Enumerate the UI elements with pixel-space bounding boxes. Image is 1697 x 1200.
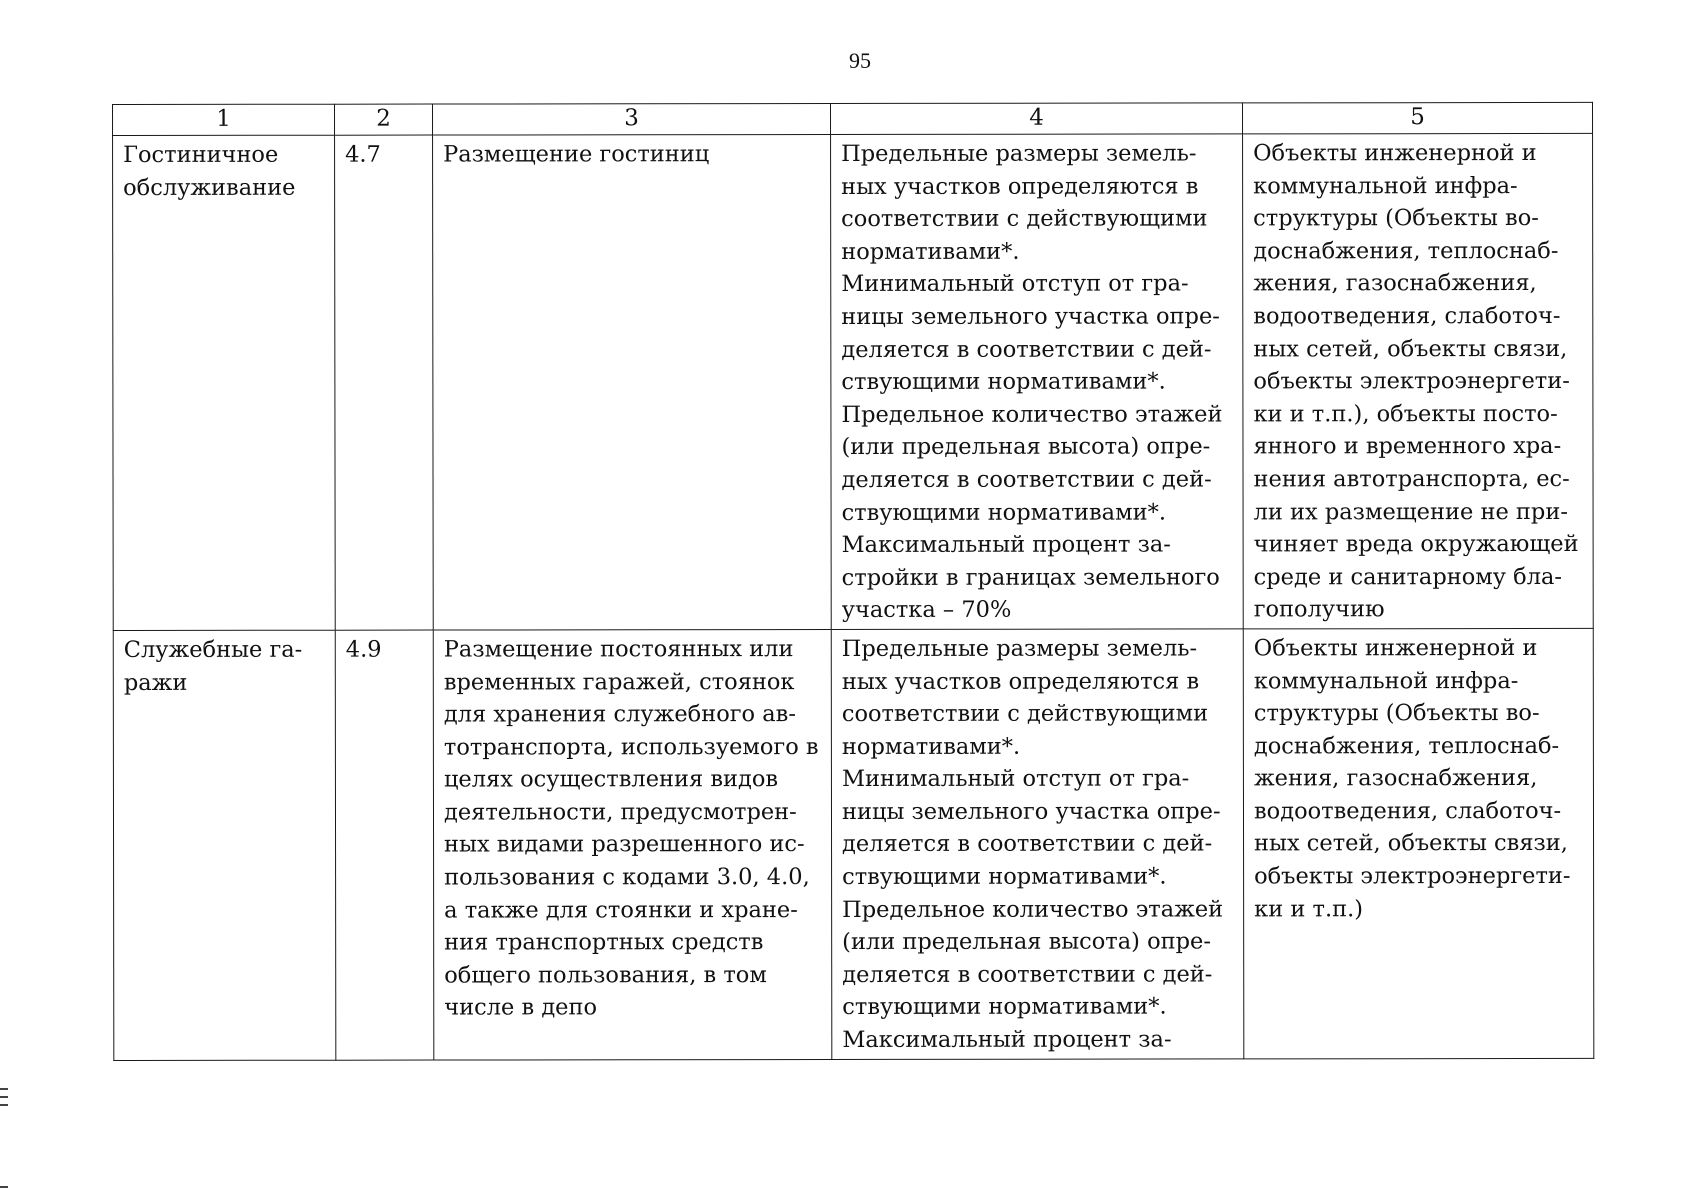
- scan-margin-mark: [0, 1096, 8, 1098]
- land-use-parameters: Предельные размеры земель- ных участков определяются в соответствии с действующими нормативами*. Минимальный отступ от гра- ницы земельного участка опре- деляется в соответствии с дей- ствующими нормативами*. Предельное количество этажей (или предельная высота) опре- деляется в соответствии с дей- ствующими нормативами*. Максимальный процент за-: [831, 629, 1244, 1060]
- land-use-description: Размещение гостиниц: [433, 134, 832, 629]
- land-use-code: 4.7: [335, 135, 434, 630]
- scan-margin-mark: [0, 1186, 8, 1188]
- table-row: [113, 628, 1594, 1060]
- auxiliary-uses: Объекты инженерной и коммунальной инфра- структуры (Объекты во- доснабжения, теплоснаб- жения, газоснабжения, водоотведения, слаботоч- ных сетей, объекты связи, объекты электроэнергети- ки и т.п.), объекты посто- янного и временного хра- нения автотранспорта, ес- ли их размещение не при- чиняет вреда окружающей среде и санитарному бла- гополучию: [1243, 133, 1594, 628]
- scan-margin-mark: [0, 1088, 8, 1090]
- table-row: [113, 133, 1594, 630]
- scan-margin-mark: [0, 1104, 8, 1106]
- land-use-description: Размещение постоянных или временных гаражей, стоянок для хранения служебного ав- тотранспорта, используемого в целях осуществления видов деятельности, предусмотрен- ных видами разрешенного ис- пользования с кодами 3.0, 4.0, а также для стоянки и хране- ния транспортных средств общего пользования, в том числе в депо: [433, 629, 832, 1060]
- auxiliary-uses: Объекты инженерной и коммунальной инфра- структуры (Объекты во- доснабжения, теплоснаб- жения, газоснабжения, водоотведения, слаботоч- ных сетей, объекты связи, объекты электроэнергети- ки и т.п.): [1243, 628, 1594, 1058]
- column-header-2: 2: [335, 104, 433, 135]
- table-header-row: [113, 102, 1593, 135]
- land-use-name: Служебные га- ражи: [113, 630, 336, 1060]
- land-use-table: [112, 102, 1594, 1061]
- land-use-name: Гостиничное обслуживание: [113, 135, 336, 630]
- column-header-3: 3: [433, 103, 831, 135]
- column-header-1: 1: [113, 104, 335, 135]
- land-use-parameters: Предельные размеры земель- ных участков определяются в соответствии с действующими нормативами*. Минимальный отступ от гра- ницы земельного участка опре- деляется в соответствии с дей- ствующими нормативами*. Предельное количество этажей (или предельная высота) опре- деляется в соответствии с дей- ствующими нормативами*. Максимальный процент за- стройки в границах земельного участка – 70%: [831, 134, 1244, 629]
- land-use-code: 4.9: [335, 630, 434, 1060]
- page-number: 95: [849, 48, 871, 73]
- column-header-5: 5: [1242, 102, 1592, 133]
- column-header-4: 4: [831, 103, 1243, 135]
